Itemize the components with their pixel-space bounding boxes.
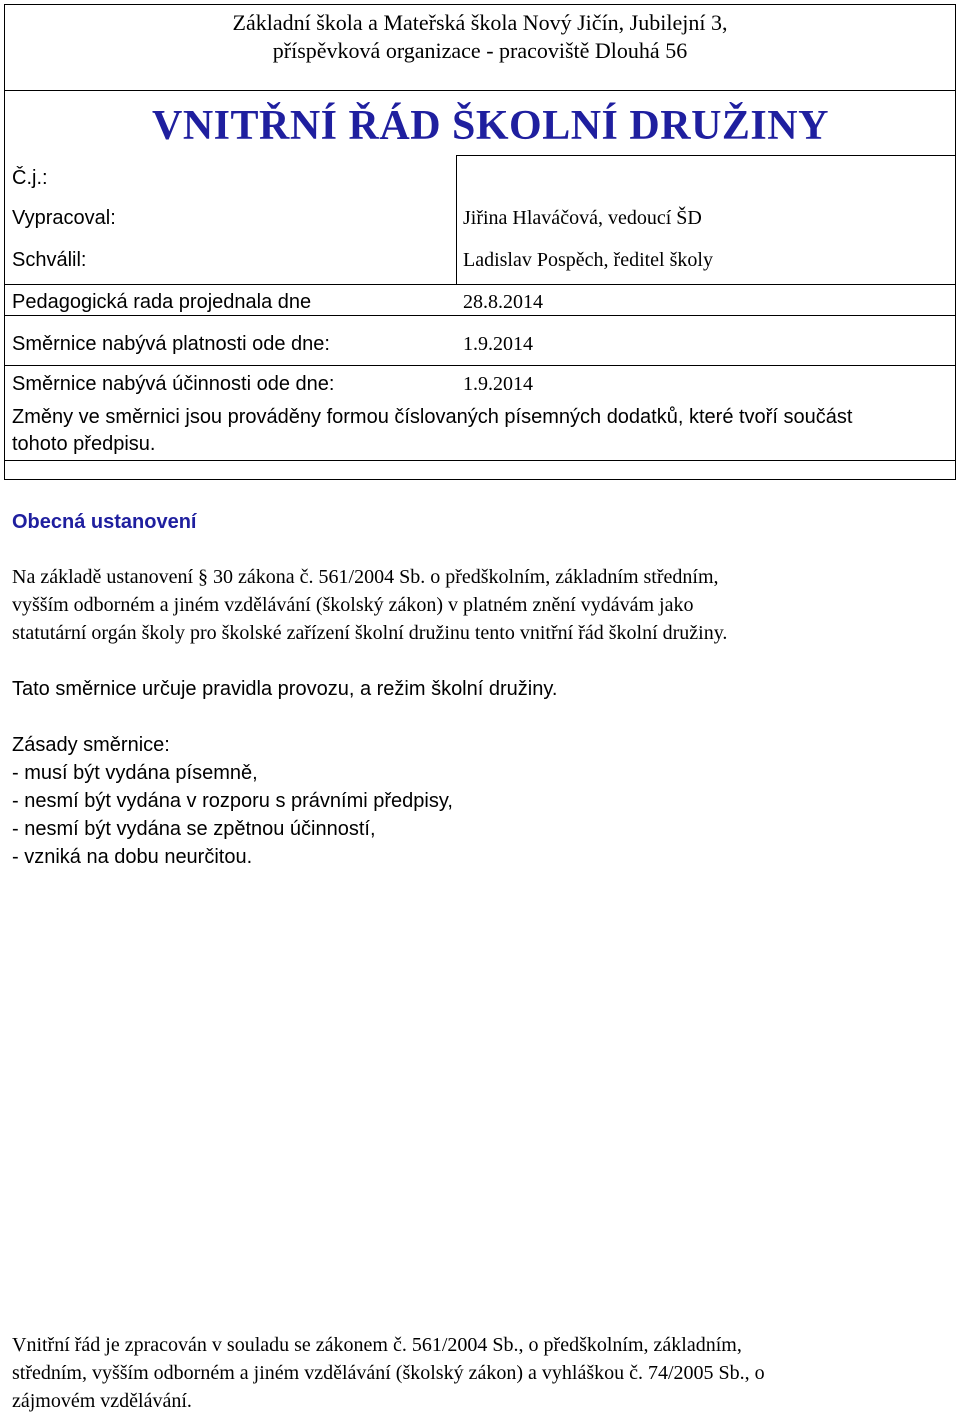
- principle-item: - nesmí být vydána v rozporu s právními předpisy,: [12, 790, 453, 812]
- council-label: Pedagogická rada projednala dne: [12, 291, 312, 313]
- effect-label: Směrnice nabývá účinnosti ode dne:: [12, 373, 335, 395]
- approved-by-value: Ladislav Pospěch, ředitel školy: [463, 249, 713, 271]
- school-name-line1: Základní škola a Mateřská škola Nový Jičín, Jubilejní 3,: [232, 10, 728, 35]
- school-name-line2: příspěvková organizace - pracoviště Dlouhá 56: [272, 38, 688, 63]
- intro-paragraph: [12, 563, 727, 647]
- reference-number-label: Č.j.:: [12, 167, 48, 189]
- validity-label: Směrnice nabývá platnosti ode dne:: [12, 333, 330, 355]
- council-date: 28.8.2014: [463, 291, 543, 313]
- principle-item: - musí být vydána písemně,: [12, 762, 258, 784]
- principles-title: Zásady směrnice:: [12, 734, 170, 756]
- effect-date: 1.9.2014: [463, 373, 533, 395]
- intro-line: statutární orgán školy pro školské zařízení školní družinu tento vnitřní řád školní družiny.: [12, 622, 728, 644]
- purpose-paragraph: Tato směrnice určuje pravidla provozu, a režim školní družiny.: [12, 678, 558, 700]
- document-title: VNITŘNÍ ŘÁD ŠKOLNÍ DRUŽINY: [152, 103, 829, 149]
- prepared-by-value: Jiřina Hlaváčová, vedoucí ŠD: [463, 207, 702, 229]
- legal-basis-paragraph: [12, 1331, 765, 1415]
- principles-list: [12, 731, 453, 871]
- legal-basis-line: středním, vyšším odborném a jiném vzdělávání (školský zákon) a vyhláškou č. 74/2005 Sb., o: [12, 1362, 765, 1384]
- legal-basis-line: Vnitřní řád je zpracován v souladu se zákonem č. 561/2004 Sb., o předškolním, základním,: [12, 1334, 742, 1356]
- principle-item: - nesmí být vydána se zpětnou účinností,: [12, 818, 376, 840]
- legal-basis-line: zájmovém vzdělávání.: [12, 1390, 192, 1412]
- prepared-by-label: Vypracoval:: [12, 207, 116, 229]
- approved-by-label: Schválil:: [12, 249, 87, 271]
- validity-date: 1.9.2014: [463, 333, 533, 355]
- principle-item: - vzniká na dobu neurčitou.: [12, 846, 253, 868]
- section-heading: Obecná ustanovení: [12, 511, 197, 533]
- intro-line: vyšším odborném a jiném vzdělávání (školský zákon) v platném znění vydávám jako: [12, 594, 694, 616]
- changes-note-line1: Změny ve směrnici jsou prováděny formou číslovaných písemných dodatků, které tvoří součást: [12, 406, 853, 428]
- changes-note-line2: tohoto předpisu.: [12, 433, 156, 455]
- intro-line: Na základě ustanovení § 30 zákona č. 561/2004 Sb. o předškolním, základním středním,: [12, 566, 719, 588]
